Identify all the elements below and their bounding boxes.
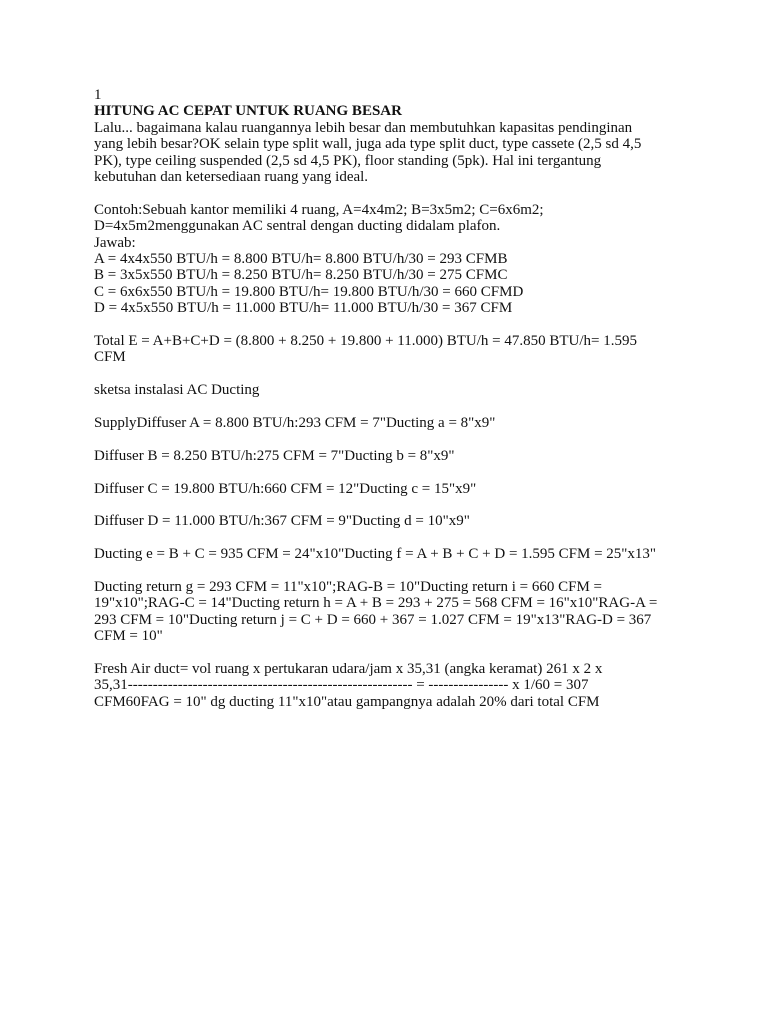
example-line: D = 4x5x550 BTU/h = 11.000 BTU/h= 11.000 BTU/h/30 = 367 CFM	[94, 300, 513, 317]
diffuser-d-line: Diffuser D = 11.000 BTU/h:367 CFM = 9"Ducting d = 10"x9"	[94, 513, 470, 530]
example-line: Jawab:	[94, 234, 136, 251]
spacer	[94, 317, 694, 333]
intro-line: yang lebih besar?OK selain type split wall, juga ada type split duct, type cassete (2,5 sd 4,5	[94, 136, 642, 153]
example-line: Contoh:Sebuah kantor memiliki 4 ruang, A=4x4m2; B=3x5m2; C=6x6m2;	[94, 201, 544, 218]
spacer	[94, 399, 694, 415]
diffuser-a-line: SupplyDiffuser A = 8.800 BTU/h:293 CFM = 7"Ducting a = 8"x9"	[94, 415, 496, 432]
document-title: HITUNG AC CEPAT UNTUK RUANG BESAR	[94, 103, 402, 120]
example-line: C = 6x6x550 BTU/h = 19.800 BTU/h= 19.800 BTU/h/30 = 660 CFMD	[94, 283, 524, 300]
spacer	[94, 366, 694, 382]
example-line: B = 3x5x550 BTU/h = 8.250 BTU/h= 8.250 BTU/h/30 = 275 CFMC	[94, 267, 508, 284]
return-line: CFM = 10"	[94, 628, 163, 645]
return-paragraph	[94, 579, 694, 645]
return-line: Ducting return g = 293 CFM = 11"x10";RAG-B = 10"Ducting return i = 660 CFM =	[94, 579, 603, 596]
sketch-heading: sketsa instalasi AC Ducting	[94, 382, 260, 399]
intro-paragraph	[94, 120, 694, 186]
document-page	[94, 87, 694, 710]
diffuser-c-line: Diffuser C = 19.800 BTU/h:660 CFM = 12"Ducting c = 15"x9"	[94, 480, 477, 497]
return-line: 19"x10";RAG-C = 14"Ducting return h = A + B = 293 + 275 = 568 CFM = 16"x10"RAG-A =	[94, 595, 658, 612]
spacer	[94, 497, 694, 513]
spacer	[94, 431, 694, 447]
return-line: 293 CFM = 10"Ducting return j = C + D = 660 + 367 = 1.027 CFM = 19"x13"RAG-D = 367	[94, 611, 652, 628]
fresh-air-line: 35,31--------------------------------------------------------- = ---------------- x 1/60 = 307	[94, 677, 589, 694]
spacer	[94, 645, 694, 661]
page-number: 1	[94, 87, 102, 103]
example-line: A = 4x4x550 BTU/h = 8.800 BTU/h= 8.800 BTU/h/30 = 293 CFMB	[94, 251, 508, 268]
intro-line: kebutuhan dan ketersediaan ruang yang ideal.	[94, 169, 369, 186]
spacer	[94, 563, 694, 579]
fresh-air-paragraph	[94, 661, 694, 710]
ducting-e-line: Ducting e = B + C = 935 CFM = 24"x10"Ducting f = A + B + C + D = 1.595 CFM = 25"x13"	[94, 546, 657, 563]
spacer	[94, 185, 694, 201]
example-paragraph	[94, 202, 694, 317]
intro-line: Lalu... bagaimana kalau ruangannya lebih besar dan membutuhkan kapasitas pendinginan	[94, 119, 633, 136]
example-line: D=4x5m2menggunakan AC sentral dengan ducting didalam plafon.	[94, 218, 501, 235]
spacer	[94, 530, 694, 546]
fresh-air-line: Fresh Air duct= vol ruang x pertukaran udara/jam x 35,31 (angka keramat) 261 x 2 x	[94, 661, 603, 678]
total-line: Total E = A+B+C+D = (8.800 + 8.250 + 19.800 + 11.000) BTU/h = 47.850 BTU/h= 1.595	[94, 333, 637, 350]
diffuser-b-line: Diffuser B = 8.250 BTU/h:275 CFM = 7"Ducting b = 8"x9"	[94, 447, 455, 464]
fresh-air-line: CFM60FAG = 10" dg ducting 11"x10"atau gampangnya adalah 20% dari total CFM	[94, 693, 600, 710]
intro-line: PK), type ceiling suspended (2,5 sd 4,5 PK), floor standing (5pk). Hal ini tergantung	[94, 152, 602, 169]
total-line: CFM	[94, 349, 126, 366]
total-paragraph	[94, 333, 694, 366]
spacer	[94, 464, 694, 480]
